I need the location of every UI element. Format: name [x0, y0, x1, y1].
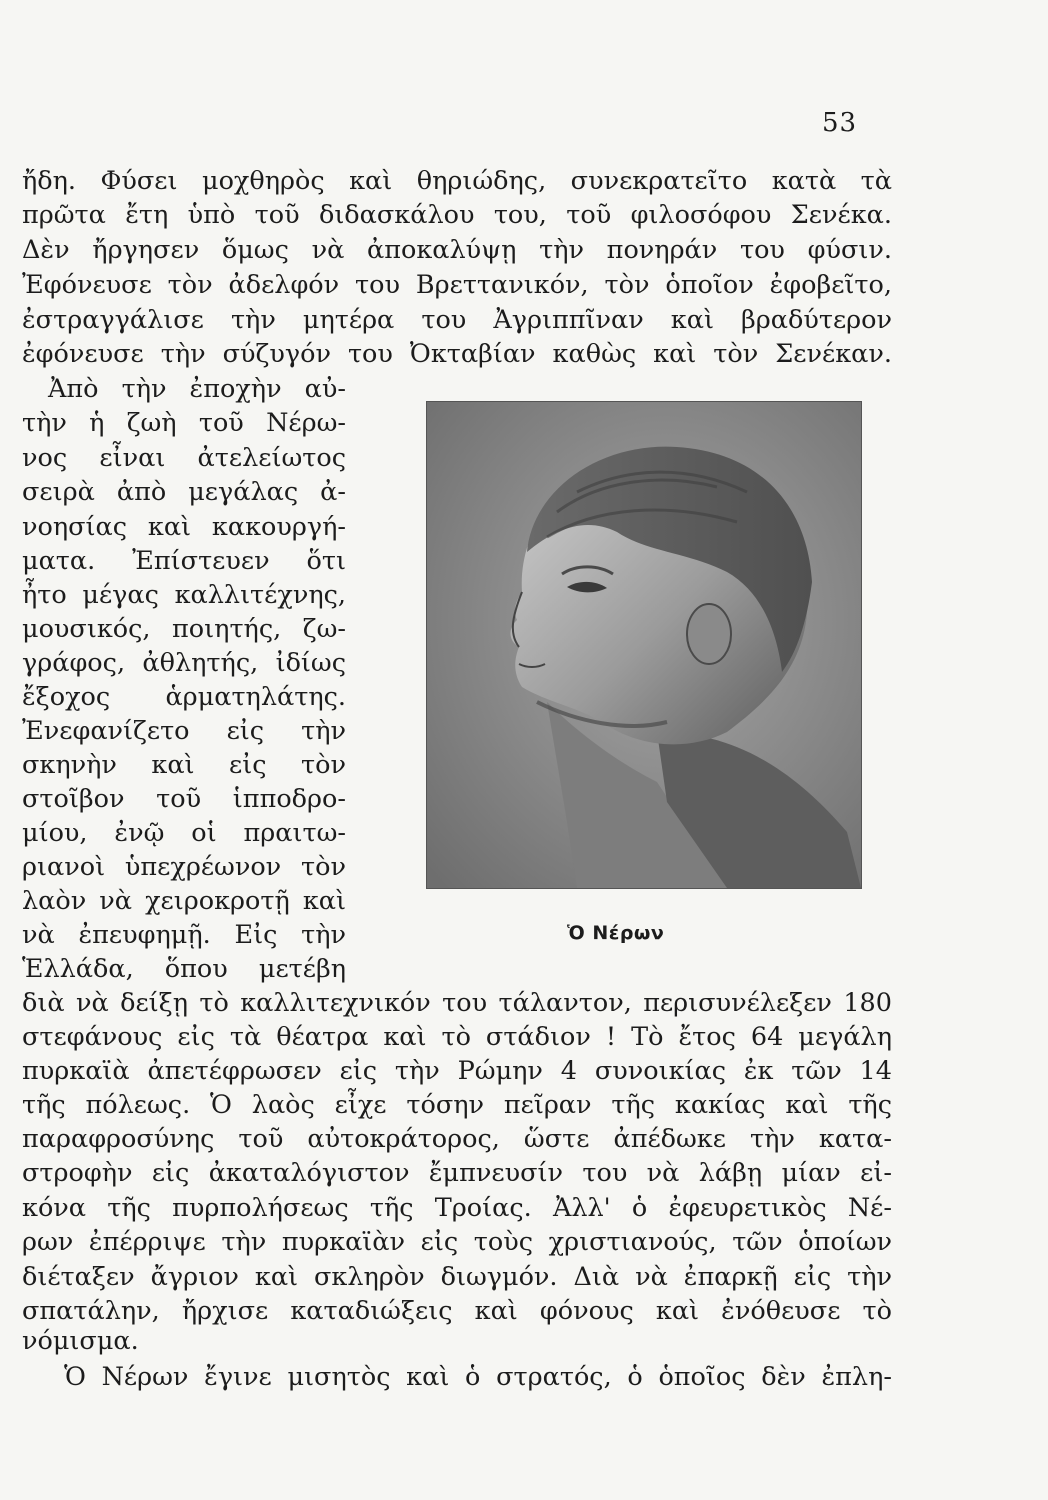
column-text-line: Ἐνεφανίζετο εἰς τὴν [22, 716, 346, 746]
text-line: πρῶτα ἔτη ὑπὸ τοῦ διδασκάλου του, τοῦ φιλοσόφου Σενέκα. [22, 200, 892, 230]
column-text-line: ἦτο μέγας καλλιτέχνης, [22, 580, 346, 610]
column-text-line: νος εἶναι ἀτελείωτος [22, 443, 346, 473]
text-line: στεφάνους εἰς τὰ θέατρα καὶ τὸ στάδιον ! Τὸ ἔτος 64 μεγάλη [22, 1022, 892, 1052]
text-line: Ἐφόνευσε τὸν ἀδελφόν του Βρεττανικόν, τὸν ὁποῖον ἐφοβεῖτο, [22, 270, 892, 300]
text-line: ἐφόνευσε τὴν σύζυγόν του Ὀκταβίαν καθὼς καὶ τὸν Σενέκαν. [22, 339, 892, 369]
text-line: ἐστραγγάλισε τὴν μητέρα του Ἀγριππῖναν καὶ βραδύτερον [22, 305, 892, 335]
text-line: κόνα τῆς πυρπολήσεως τῆς Τροίας. Ἀλλ' ὁ ἐφευρετικὸς Νέ- [22, 1193, 892, 1223]
text-line: διὰ νὰ δείξῃ τὸ καλλιτεχνικόν του τάλαντον, περισυνέλεξεν 180 [22, 988, 892, 1018]
column-text-line: στοῖβον τοῦ ἱπποδρο- [22, 784, 346, 814]
column-text-line: σειρὰ ἀπὸ μεγάλας ἀ- [22, 477, 346, 507]
column-text-line: νὰ ἐπευφημῇ. Εἰς τὴν [22, 920, 346, 950]
column-text-line: μίου, ἐνῷ οἱ πραιτω- [22, 818, 346, 848]
column-text-line: μουσικός, ποιητής, ζω- [22, 614, 346, 644]
text-line: Ὁ Νέρων ἔγινε μισητὸς καὶ ὁ στρατός, ὁ ὁποῖος δὲν ἐπλη- [64, 1362, 892, 1392]
text-line: νόμισμα. [22, 1326, 139, 1356]
column-text-line: σκηνὴν καὶ εἰς τὸν [22, 750, 346, 780]
column-text-line: λαὸν νὰ χειροκροτῇ καὶ [22, 886, 346, 916]
text-line: τῆς πόλεως. Ὁ λαὸς εἶχε τόσην πεῖραν τῆς κακίας καὶ τῆς [22, 1090, 892, 1120]
text-line: Δὲν ἤργησεν ὅμως νὰ ἀποκαλύψῃ τὴν πονηράν του φύσιν. [22, 235, 892, 265]
text-line: παραφροσύνης τοῦ αὐτοκράτορος, ὥστε ἀπέδωκε τὴν κατα- [22, 1124, 892, 1154]
nero-profile-portrait [427, 402, 861, 888]
column-text-line: Ἑλλάδα, ὅπου μετέβη [22, 954, 346, 984]
column-text-line: τὴν ἡ ζωὴ τοῦ Νέρω- [22, 408, 346, 438]
column-text-line: ριανοὶ ὑπεχρέωνον τὸν [22, 852, 346, 882]
column-text-line: Ἀπὸ τὴν ἐποχὴν αὐ- [48, 374, 346, 404]
text-line: στροφὴν εἰς ἀκαταλόγιστον ἔμπνευσίν του νὰ λάβῃ μίαν εἰ- [22, 1158, 892, 1188]
text-line: πυρκαϊὰ ἀπετέφρωσεν εἰς τὴν Ρώμην 4 συνοικίας ἐκ τῶν 14 [22, 1056, 892, 1086]
figure-caption: Ὁ Νέρων [567, 922, 665, 944]
column-text-line: γράφος, ἀθλητής, ἰδίως [22, 648, 346, 678]
column-text-line: νοησίας καὶ κακουργή- [22, 512, 346, 542]
column-text-line: ἔξοχος ἁρματηλάτης. [22, 682, 346, 712]
text-line: ρων ἐπέρριψε τὴν πυρκαϊὰν εἰς τοὺς χριστιανούς, τῶν ὁποίων [22, 1227, 892, 1257]
page-number: 53 [822, 108, 858, 138]
column-text-line: ματα. Ἐπίστευεν ὅτι [22, 546, 346, 576]
nero-portrait-figure [426, 401, 862, 889]
text-line: ἤδη. Φύσει μοχθηρὸς καὶ θηριώδης, συνεκρατεῖτο κατὰ τὰ [22, 166, 892, 196]
text-line: σπατάλην, ἤρχισε καταδιώξεις καὶ φόνους καὶ ἐνόθευσε τὸ [22, 1296, 892, 1326]
text-line: διέταξεν ἄγριον καὶ σκληρὸν διωγμόν. Διὰ νὰ ἐπαρκῇ εἰς τὴν [22, 1262, 892, 1292]
